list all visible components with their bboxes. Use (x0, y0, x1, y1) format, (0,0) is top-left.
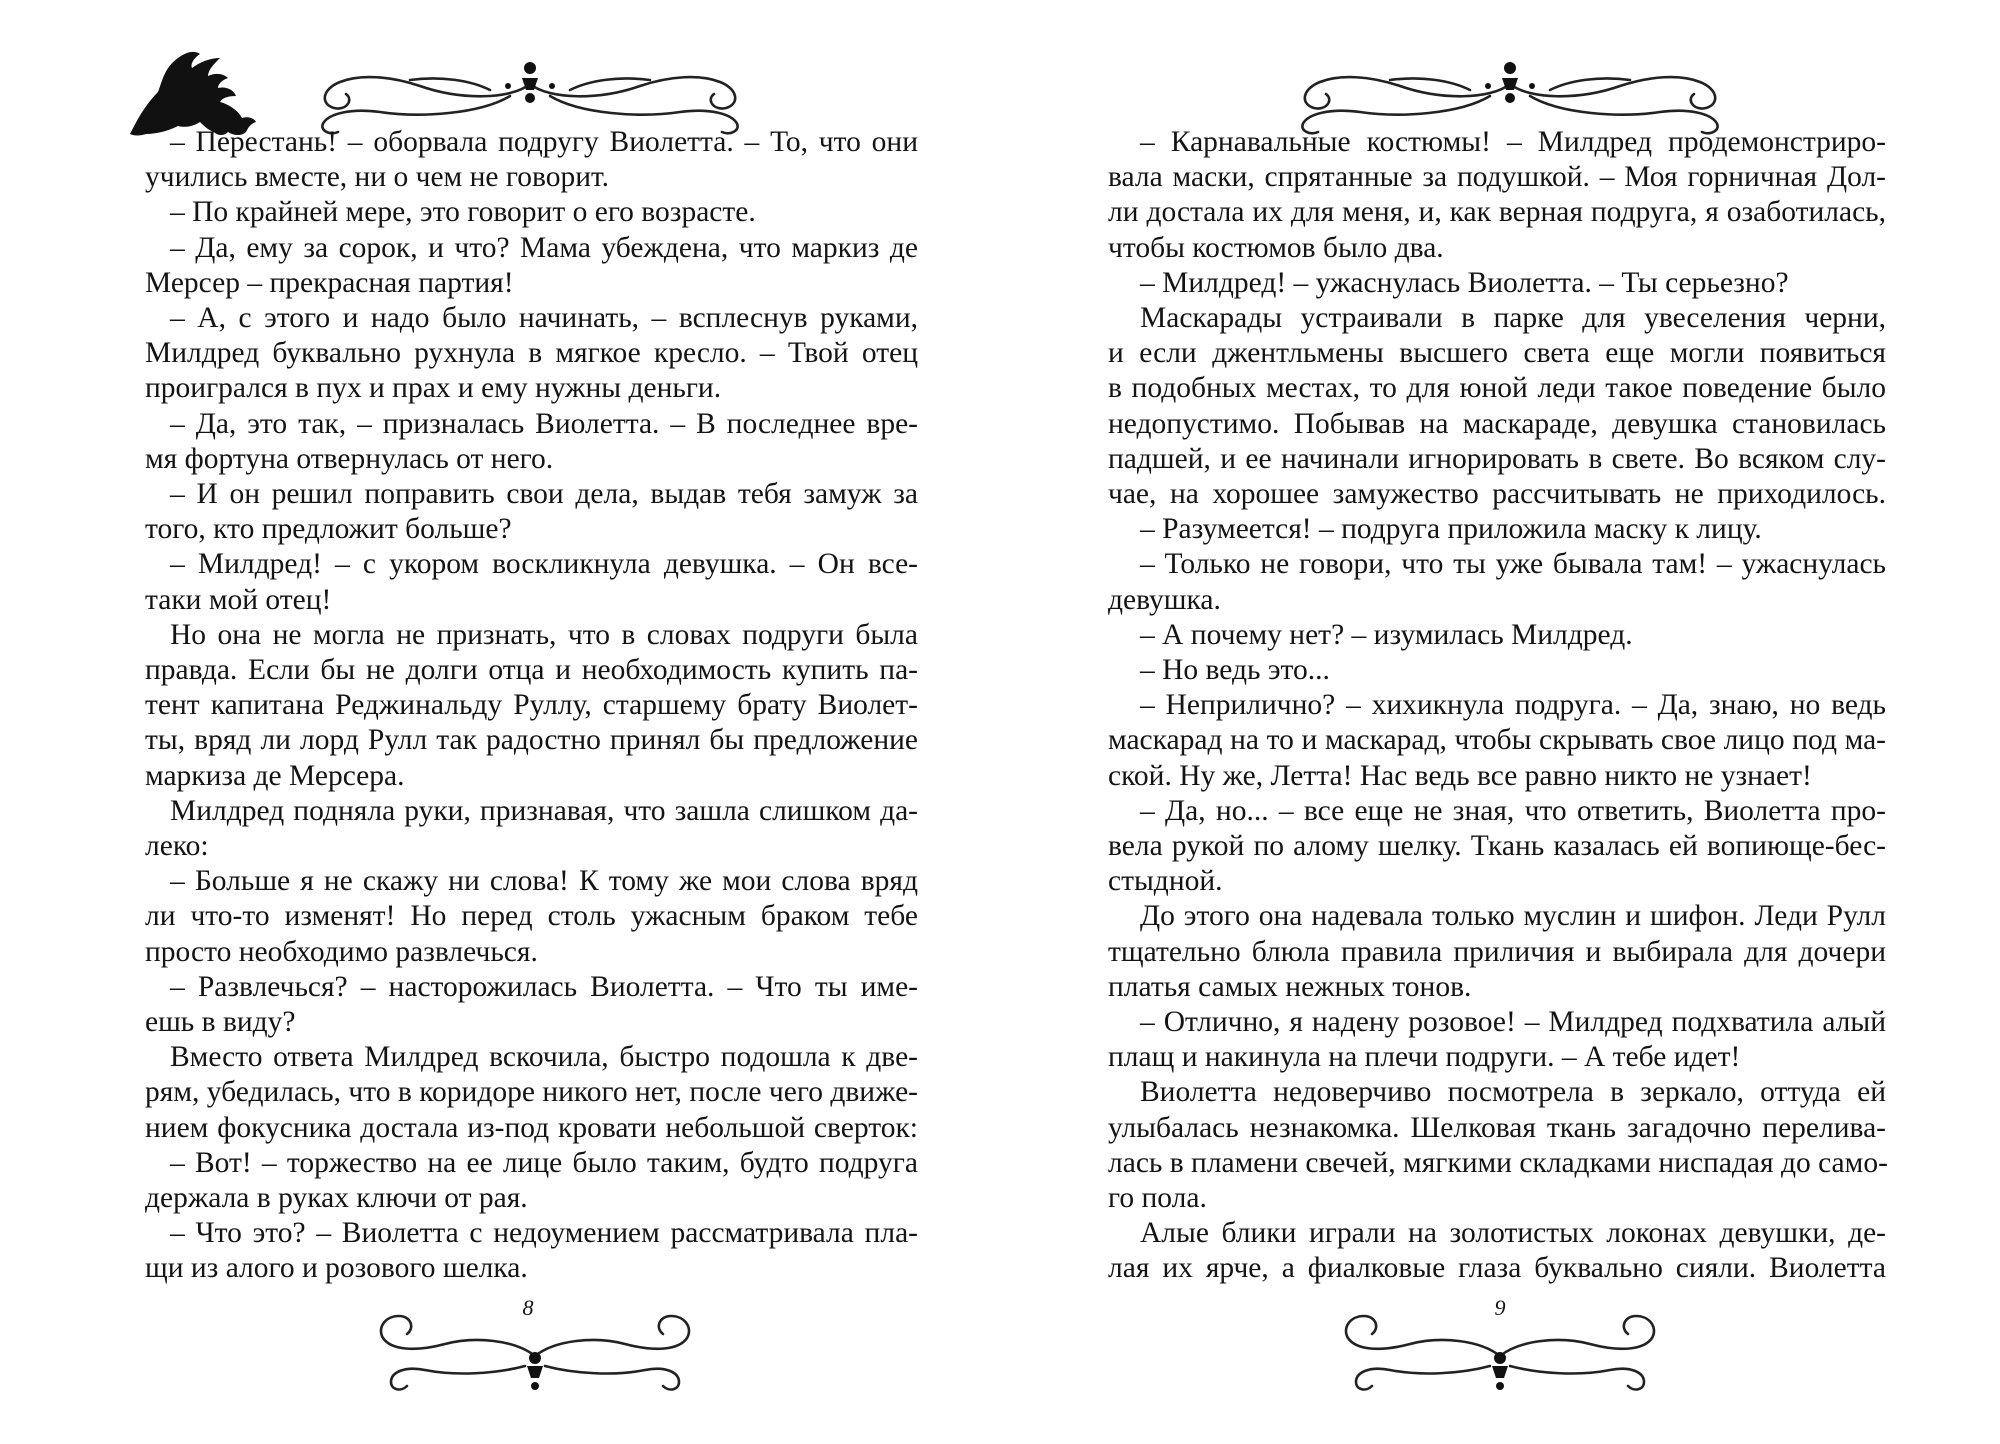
text-line: улыбалась незнакомка. Шелковая ткань загадочно перелива- (1108, 1111, 1886, 1144)
text-line: – Неприлично? – хихикнула подруга. – Да, знаю, но ведь (1140, 689, 1886, 722)
text-line: – Что это? – Виолетта с недоумением рассматривала пла- (170, 1217, 918, 1250)
text-line: – Но ведь это... (1140, 654, 1330, 686)
text-line: ской. Ну же, Летта! Нас ведь все равно никто не узнает! (1108, 759, 1812, 792)
text-line: – Да, ему за сорок, и что? Мама убеждена, что маркиз де (170, 231, 918, 264)
text-line: – Милдред! – ужаснулась Виолетта. – Ты серьезно? (1140, 266, 1789, 299)
text-line: мя фортуна отвернулась от него. (145, 442, 554, 475)
text-line: чае, на хорошее замужество рассчитывать не приходилось. (1108, 478, 1886, 510)
text-line: – По крайней мере, это говорит о его возрасте. (170, 196, 756, 229)
text-line: – Отлично, я надену розовое! – Милдред подхватила алый (1140, 1006, 1886, 1038)
text-line: – Перестань! – оборвала подругу Виолетта. – То, что они (170, 126, 918, 158)
text-line: леко: (145, 830, 209, 862)
text-line: До этого она надевала только муслин и шифон. Леди Рулл (1140, 900, 1886, 933)
text-line: Милдред буквально рухнула в мягкое кресло. – Твой отец (145, 337, 918, 370)
text-line: маскарад на то и маскарад, чтобы скрывать свое лицо под ма- (1108, 724, 1886, 757)
text-line: – А, с этого и надо было начинать, – всплеснув руками, (170, 302, 918, 334)
text-line: ты, вряд ли лорд Рулл так радостно принял бы предложение (145, 724, 918, 757)
text-line: – Только не говори, что ты уже бывала там! – ужаснулась (1140, 548, 1886, 581)
text-line: тент капитана Реджинальду Руллу, старшему брату Виолет- (145, 689, 918, 722)
text-line: просто необходимо развлечься. (145, 935, 538, 968)
text-line: Алые блики играли на золотистых локонах девушки, де- (1140, 1217, 1886, 1250)
page-number: 8 (522, 1295, 534, 1320)
text-line: падшей, и ее начинали игнорировать в свете. Во всяком слу- (1108, 442, 1886, 475)
text-line: Но она не могла не признать, что в словах подруги была (170, 618, 918, 651)
text-line: – Разумеется! – подруга приложила маску к лицу. (1140, 513, 1762, 546)
text-line: вела рукой по алому шелку. Ткань казалась ей вопиюще-бес- (1108, 830, 1886, 862)
text-line: Виолетта недоверчиво посмотрела в зеркало, оттуда ей (1140, 1076, 1886, 1109)
text-line: – А почему нет? – изумилась Милдред. (1140, 618, 1633, 651)
text-line: ли что-то изменят! Но перед столь ужасным браком тебе (145, 900, 918, 933)
text-line: ешь в виду? (145, 1006, 296, 1038)
text-line: Вместо ответа Милдред вскочила, быстро подошла к две- (170, 1041, 918, 1074)
text-line: Милдред подняла руки, признавая, что зашла слишком да- (170, 794, 918, 827)
text-line: стыдной. (1108, 865, 1223, 898)
text-line: правда. Если бы не долги отца и необходимость купить па- (145, 654, 918, 686)
text-line: Мерсер – прекрасная партия! (145, 266, 514, 299)
text-line: – И он решил поправить свои дела, выдав тебя замуж за (170, 478, 918, 510)
text-line: и если джентльмены высшего света еще могли появиться (1108, 337, 1886, 370)
text-line: – Милдред! – с укором воскликнула девушка. – Он все- (170, 548, 918, 581)
text-line: – Карнавальные костюмы! – Милдред продемонстриро- (1140, 126, 1886, 158)
text-line: лая их ярче, а фиалковые глаза буквально сияли. Виолетта (1108, 1252, 1886, 1285)
text-line: вала маски, спрятанные за подушкой. – Моя горничная Дол- (1108, 161, 1886, 194)
text-line: – Больше я не скажу ни слова! К тому же мои слова вряд (170, 865, 918, 898)
text-line: плащ и накинула на плечи подруги. – А тебе идет! (1108, 1041, 1741, 1074)
text-line: лась в пламени свечей, мягкими складками ниспадая до само- (1108, 1146, 1888, 1179)
text-line: девушка. (1108, 583, 1221, 616)
text-line: тщательно блюла правила приличия и выбирала для дочери (1108, 935, 1886, 968)
text-line: таки мой отец! (145, 583, 332, 616)
text-line: платья самых нежных тонов. (1108, 970, 1472, 1003)
text-line: чтобы костюмов было два. (1108, 231, 1444, 264)
text-line: того, кто предложит больше? (145, 513, 512, 546)
text-line: – Развлечься? – насторожилась Виолетта. – Что ты име- (170, 970, 918, 1003)
text-line: в подобных местах, то для юной леди такое поведение было (1108, 372, 1886, 405)
text-line: Маскарады устраивали в парке для увеселения черни, (1140, 302, 1886, 334)
text-line: – Вот! – торжество на ее лице было таким, будто подруга (170, 1146, 918, 1179)
text-line: маркиза де Мерсера. (145, 759, 405, 792)
text-line: – Да, но... – все еще не зная, что ответить, Виолетта про- (1140, 794, 1886, 827)
text-line: ли достала их для меня, и, как верная подруга, я озаботилась, (1108, 196, 1886, 229)
text-line: недопустимо. Побывав на маскараде, девушка становилась (1108, 407, 1886, 440)
text-line: – Да, это так, – призналась Виолетта. – В последнее вре- (170, 407, 918, 440)
text-line: учились вместе, ни о чем не говорит. (145, 161, 610, 194)
page-number: 9 (1494, 1295, 1506, 1320)
text-line: нием фокусника достала из-под кровати небольшой сверток: (145, 1111, 918, 1144)
right-page (1000, 0, 2000, 1444)
text-line: проигрался в пух и прах и ему нужны деньги. (145, 372, 722, 405)
text-line: щи из алого и розового шелка. (145, 1252, 528, 1285)
text-line: го пола. (1108, 1182, 1207, 1214)
text-line: держала в руках ключи от рая. (145, 1182, 528, 1214)
text-line: рям, убедилась, что в коридоре никого нет, после чего движе- (145, 1076, 918, 1109)
